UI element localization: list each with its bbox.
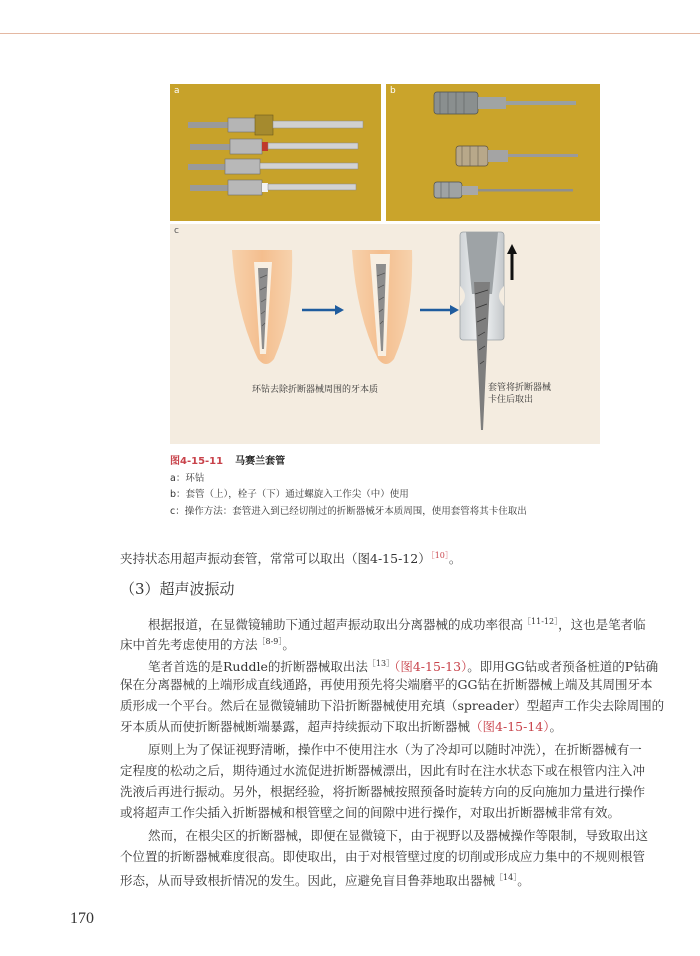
- header-rule: [0, 33, 700, 34]
- tube-middle: [456, 146, 578, 166]
- p3-line-4: 或将超声工作尖插入折断器械和根管壁之间的间隙中进行操作，对取出折断器械非常有效。: [120, 805, 621, 820]
- p4-line-2: 个位置的折断器械难度很高。即使取出，由于对根管壁过度的切削或形成应力集中的不规则根管: [120, 849, 646, 864]
- figure-note-b: b：套管（上），栓子（下）通过螺旋入工作尖（中）使用: [170, 489, 409, 500]
- panel-a-label: a: [174, 86, 180, 96]
- citation: ［13］: [367, 659, 395, 668]
- citation: ［8-9］: [257, 637, 283, 646]
- arrow-right-2: [420, 305, 459, 315]
- figure-note-a: a：环钻: [170, 473, 205, 484]
- section-heading: （3）超声波振动: [120, 580, 235, 598]
- panel-c-label: c: [174, 226, 179, 236]
- panel-c-caption-left: 环钻去除折断器械周围的牙本质: [252, 385, 379, 395]
- citation: ［11-12］: [523, 617, 559, 626]
- figure-panel-a: [170, 84, 381, 221]
- trephine-photo: [170, 84, 381, 221]
- p2-line-2: 保在分离器械的上端形成直线通路，再使用预先将尖端磨平的GG钻在折断器械上端及其周围牙本: [120, 677, 653, 692]
- procedure-diagram: [170, 224, 600, 444]
- panel-c-caption-right-2: 卡住后取出: [488, 395, 534, 405]
- tooth-step-2: [352, 250, 412, 364]
- p2-line-4: 牙本质从而使折断器械断端暴露，超声持续振动下取出折断器械（图4-15-14）。: [120, 719, 562, 734]
- figure-number: 图4-15-11: [170, 456, 224, 467]
- plugger: [434, 182, 573, 198]
- body-line-0: 夹持状态用超声振动套管，常常可以取出（图4-15-12）$^{[10]}$。: [120, 551, 462, 567]
- figure-caption: [170, 452, 285, 467]
- figure-title: 马赛兰套管: [235, 456, 286, 467]
- p1-line-1: 根据报道，在显微镜辅助下通过超声振动取出分离器械的成功率很高$^{[11-12]}$，这也是笔者临: [148, 617, 646, 633]
- panel-b-label: b: [390, 86, 396, 96]
- tube-photo: [386, 84, 600, 221]
- arrow-right-1: [302, 305, 344, 315]
- trephine-bur-3: [188, 159, 358, 174]
- page-number: 170: [70, 910, 94, 927]
- citation: ［14］: [495, 873, 518, 882]
- figure-panel-b: [386, 84, 600, 221]
- figure-ref: （图4-15-13）: [394, 659, 468, 675]
- p1-line-2: 床中首先考虑使用的方法$^{[8-9]}$。: [120, 637, 295, 653]
- tooth-step-1: [232, 250, 292, 364]
- arrow-up: [507, 244, 517, 280]
- trephine-bur-2: [190, 139, 358, 154]
- citation: ［10］: [430, 551, 449, 560]
- p3-line-3: 洗液后再进行振动。另外，根据经验，将折断器械按照预备时旋转方向的反向施加力量进行操作: [120, 784, 646, 799]
- trephine-bur-4: [190, 180, 356, 195]
- p4-line-1: 然而，在根尖区的折断器械，即便在显微镜下，由于视野以及器械操作等限制，导致取出这: [148, 828, 649, 843]
- figure-note-c: c：操作方法：套管进入到已经切削过的折断器械牙本质周围，使用套管将其卡住取出: [170, 506, 527, 517]
- panel-c-caption-right-1: 套管将折断器械: [488, 383, 552, 393]
- p3-line-2: 定程度的松动之后，期待通过水流促进折断器械漂出，因此有时在注水状态下或在根管内注入冲: [120, 763, 646, 778]
- trephine-bur-1: [188, 115, 363, 135]
- p2-line-3: 质形成一个平台。然后在显微镜辅助下沿折断器械使用充填（spreader）型超声工作尖去除周围的: [120, 698, 665, 713]
- tube-upper: [434, 92, 576, 114]
- p4-line-3: 形态，从而导致根折情况的发生。因此，应避免盲目鲁莽地取出器械$^{[14]}$。: [120, 873, 530, 889]
- p3-line-1: 原则上为了保证视野清晰，操作中不使用注水（为了冷却可以随时冲洗），在折断器械有一: [148, 742, 642, 757]
- figure-ref: （图4-15-14）: [470, 719, 550, 734]
- p2-line-1: 笔者首选的是Ruddle的折断器械取出法$^{[13]}$（图4-15-13）。即用GG钻或者预备桩道的P钻确: [148, 659, 659, 675]
- figure-panel-c: [170, 224, 600, 444]
